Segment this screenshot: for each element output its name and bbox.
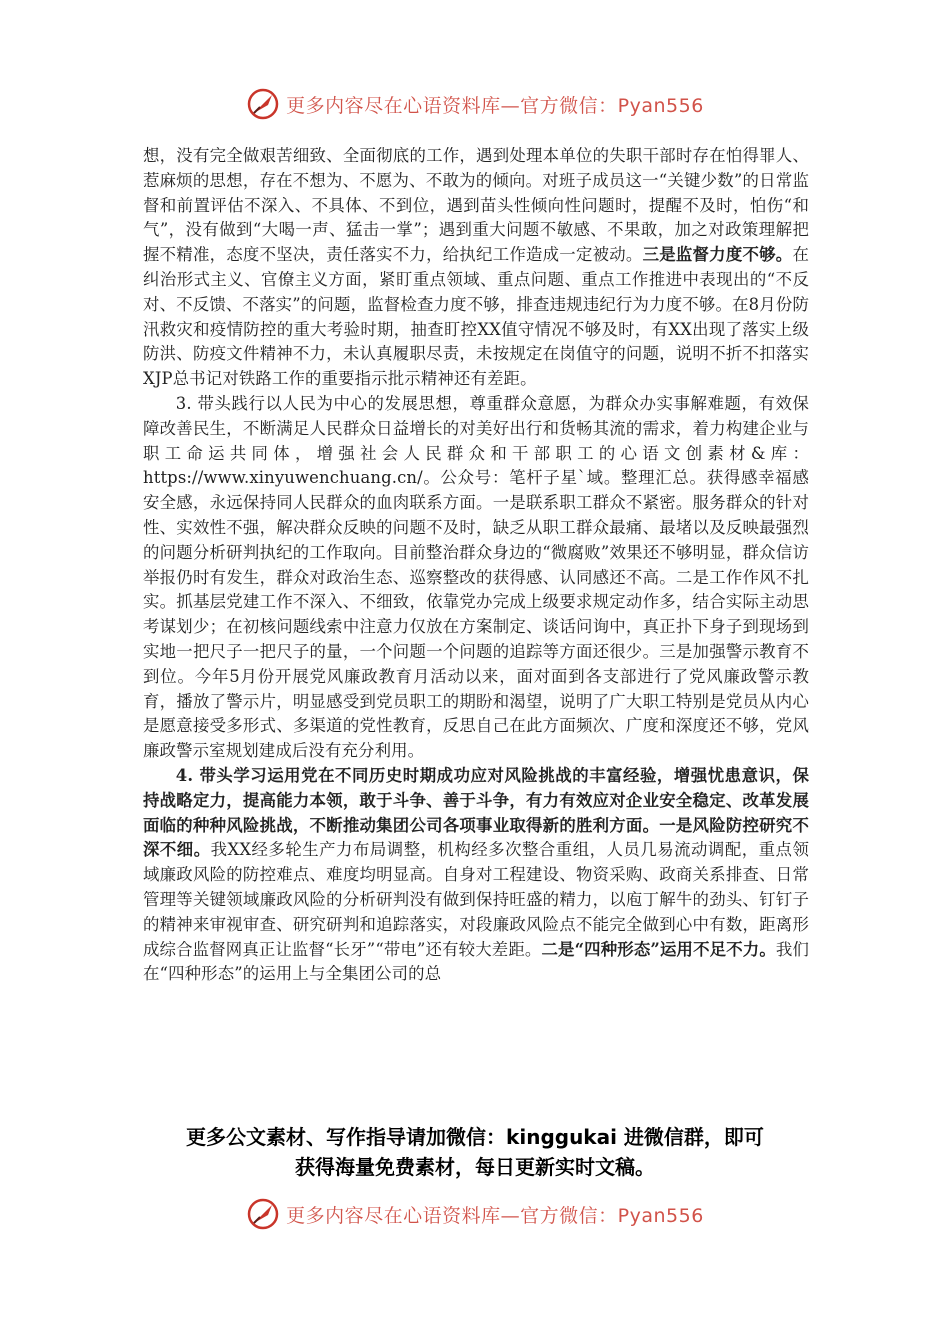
quill-logo-icon [246, 87, 280, 121]
paragraph-3: 4. 带头学习运用党在不同历史时期成功应对风险挑战的丰富经验，增强忧患意识，保持战略定力，提高能力本领，敢于斗争、善于斗争，有力有效应对企业安全稳定、改革发展面临的种种风险挑战，不断推动集团公司各项事业取得新的胜利方面。一是风险防控研究不深不细。我XX经多轮生产力布局调整，机构经多次整合重组，人员几易流动调配，重点领域廉政风险的防控难点、难度均明显高。自身对工程建设、物资采购、政商关系排查、日常管理等关键领域廉政风险的分析研判没有做到保持旺盛的精力，以庖丁解牛的劲头、钉钉子的精神来审视审查、研究研判和追踪落实，对段廉政风险点不能完全做到心中有数，距离形成综合监督网真正让监督“长牙”“带电”还有较大差距。二是“四种形态”运用不足不力。我们在“四种形态”的运用上与全集团公司的总 [143, 765, 810, 984]
quill-logo-icon [246, 1197, 280, 1231]
header-banner [0, 84, 950, 124]
promo-notice [110, 1122, 840, 1182]
banner-text: 更多内容尽在心语资料库—官方微信：Pyan556 [286, 94, 704, 117]
banner-text: 更多内容尽在心语资料库—官方微信：Pyan556 [286, 1204, 704, 1227]
paragraph-1: 想，没有完全做艰苦细致、全面彻底的工作，遇到处理本单位的失职干部时存在怕得罪人、惹麻烦的思想，存在不想为、不愿为、不敢为的倾向。对班子成员这一“关键少数”的日常监督和前置评估不深入、不具体、不到位，遇到苗头性倾向性问题时，提醒不及时，怕伤“和气”，没有做到“大喝一声、猛击一掌”；遇到重大问题不敏感、不果敢，加之对政策理解把握不精准，态度不坚决，责任落实不力，给执纪工作造成一定被动。三是监督力度不够。在纠治形式主义、官僚主义方面，紧盯重点领域、重点问题、重点工作推进中表现出的“不反对、不反馈、不落实”的问题，监督检查力度不够，排查违规违纪行为力度不够。在8月份防汛救灾和疫情防控的重大考验时期，抽查盯控XX值守情况不够及时，有XX出现了落实上级防洪、防疫文件精神不力，未认真履职尽责，未按规定在岗值守的问题，说明不折不扣落实XJP总书记对铁路工作的重要指示批示精神还有差距。 [143, 146, 809, 389]
footer-banner [0, 1194, 950, 1234]
paragraph-2: 3. 带头践行以人民为中心的发展思想，尊重群众意愿，为群众办实事解难题，有效保障改善民生，不断满足人民群众日益增长的对美好出行和货畅其流的需求，着力构建企业与职工命运共同体，增强社会人民群众和干部职工的心语文创素材&库：https://www.xinyuwenchuang.cn/。公众号：笔杆子星`域。整理汇总。获得感幸福感安全感，永远保持同人民群众的血肉联系方面。一是联系职工群众不紧密。服务群众的针对性、实效性不强，解决群众反映的问题不及时，缺乏从职工群众最痛、最堵以及反映最强烈的问题分析研判执纪的工作取向。目前整治群众身边的“微腐败”效果还不够明显，群众信访举报仍时有发生，群众对政治生态、巡察整改的获得感、认同感还不高。二是工作作风不扎实。抓基层党建工作不深入、不细致，依靠党办完成上级要求规定动作多，结合实际主动思考谋划少；在初核问题线索中注意力仅放在方案制定、谈话问询中，真正扑下身子到现场到实地一把尺子一把尺子的量，一个问题一个问题的追踪等方面还很少。三是加强警示教育不到位。今年5月份开展党风廉政教育月活动以来，面对面到各支部进行了党风廉政警示教育，播放了警示片，明显感受到党员职工的期盼和渴望，说明了广大职工特别是党员从内心是愿意接受多形式、多渠道的党性教育，反思自己在此方面频次、广度和深度还不够，党风廉政警示室规划建成后没有充分利用。 [143, 393, 809, 761]
document-body [143, 144, 809, 987]
promo-line-2: 获得海量免费素材，每日更新实时文稿。 [295, 1155, 655, 1179]
promo-line-1: 更多公文素材、写作指导请加微信：kinggukai 进微信群，即可 [186, 1125, 764, 1149]
